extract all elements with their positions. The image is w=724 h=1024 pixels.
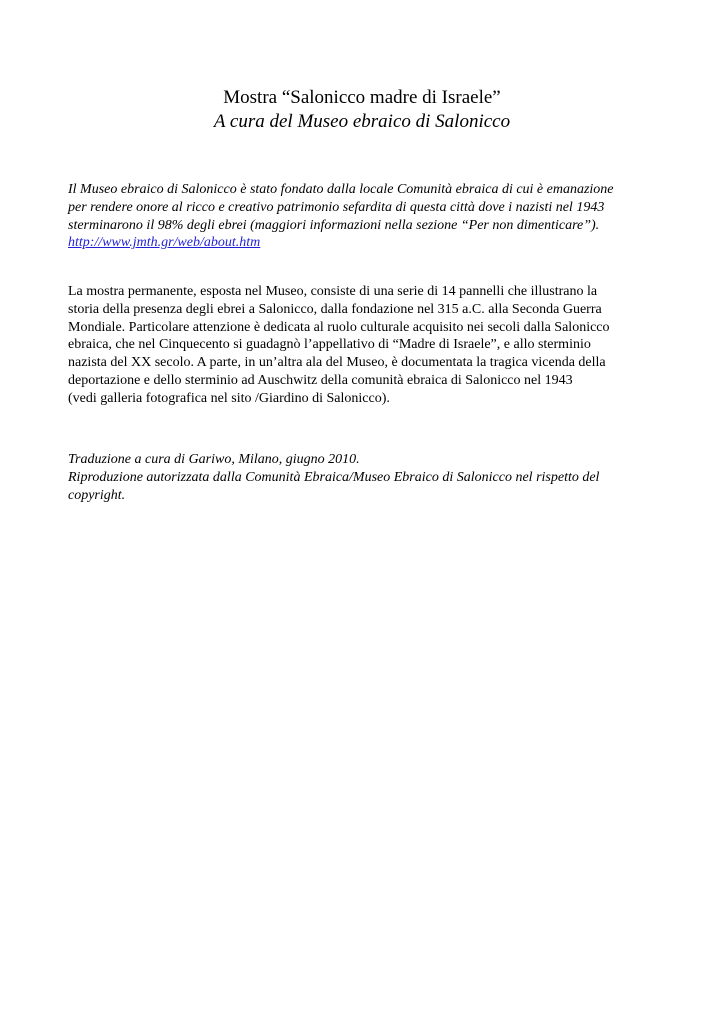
- page-title: Mostra “Salonicco madre di Israele”: [223, 87, 501, 108]
- body-line: La mostra permanente, esposta nel Museo, consiste di una serie di 14 pannelli che illustrano la: [68, 284, 598, 299]
- body-line: ebraica, che nel Cinquecento si guadagnò l’appellativo di “Madre di Israele”, e allo sterminio: [68, 337, 591, 353]
- page-subtitle: A cura del Museo ebraico di Salonicco: [213, 111, 511, 132]
- intro-line: Il Museo ebraico di Salonicco è stato fondato dalla locale Comunità ebraica di cui è emanazione: [68, 182, 614, 197]
- body-line: nazista del XX secolo. A parte, in un’altra ala del Museo, è documentata la tragica vicenda della: [68, 355, 606, 371]
- credits-line: Traduzione a cura di Gariwo, Milano, giugno 2010.: [68, 452, 360, 467]
- body-line: storia della presenza degli ebrei a Salonicco, dalla fondazione nel 315 a.C. alla Seconda Guerra: [68, 301, 602, 317]
- title-block: [0, 86, 724, 134]
- body-line: deportazione e dello sterminio ad Auschwitz della comunità ebraica di Salonicco nel 1943: [68, 372, 573, 388]
- credits-line: Riproduzione autorizzata dalla Comunità Ebraica/Museo Ebraico di Salonicco nel rispetto del: [68, 469, 600, 485]
- museum-about-link[interactable]: http://www.jmth.gr/web/about.htm: [68, 235, 261, 251]
- credits-line: copyright.: [68, 487, 126, 503]
- body-line: (vedi galleria fotografica nel sito /Giardino di Salonicco).: [68, 390, 390, 406]
- intro-paragraph: [68, 181, 658, 252]
- body-line: Mondiale. Particolare attenzione è dedicata al ruolo culturale acquisito nei secoli dalla Salonicco: [68, 319, 610, 335]
- exhibition-description-paragraph: [68, 283, 658, 408]
- intro-line: sterminarono il 98% degli ebrei (maggiori informazioni nella sezione “Per non dimenticare”).: [68, 217, 600, 233]
- credits-paragraph: [68, 451, 658, 504]
- intro-line: per rendere onore al ricco e creativo patrimonio sefardita di questa città dove i nazisti nel 1943: [68, 199, 605, 215]
